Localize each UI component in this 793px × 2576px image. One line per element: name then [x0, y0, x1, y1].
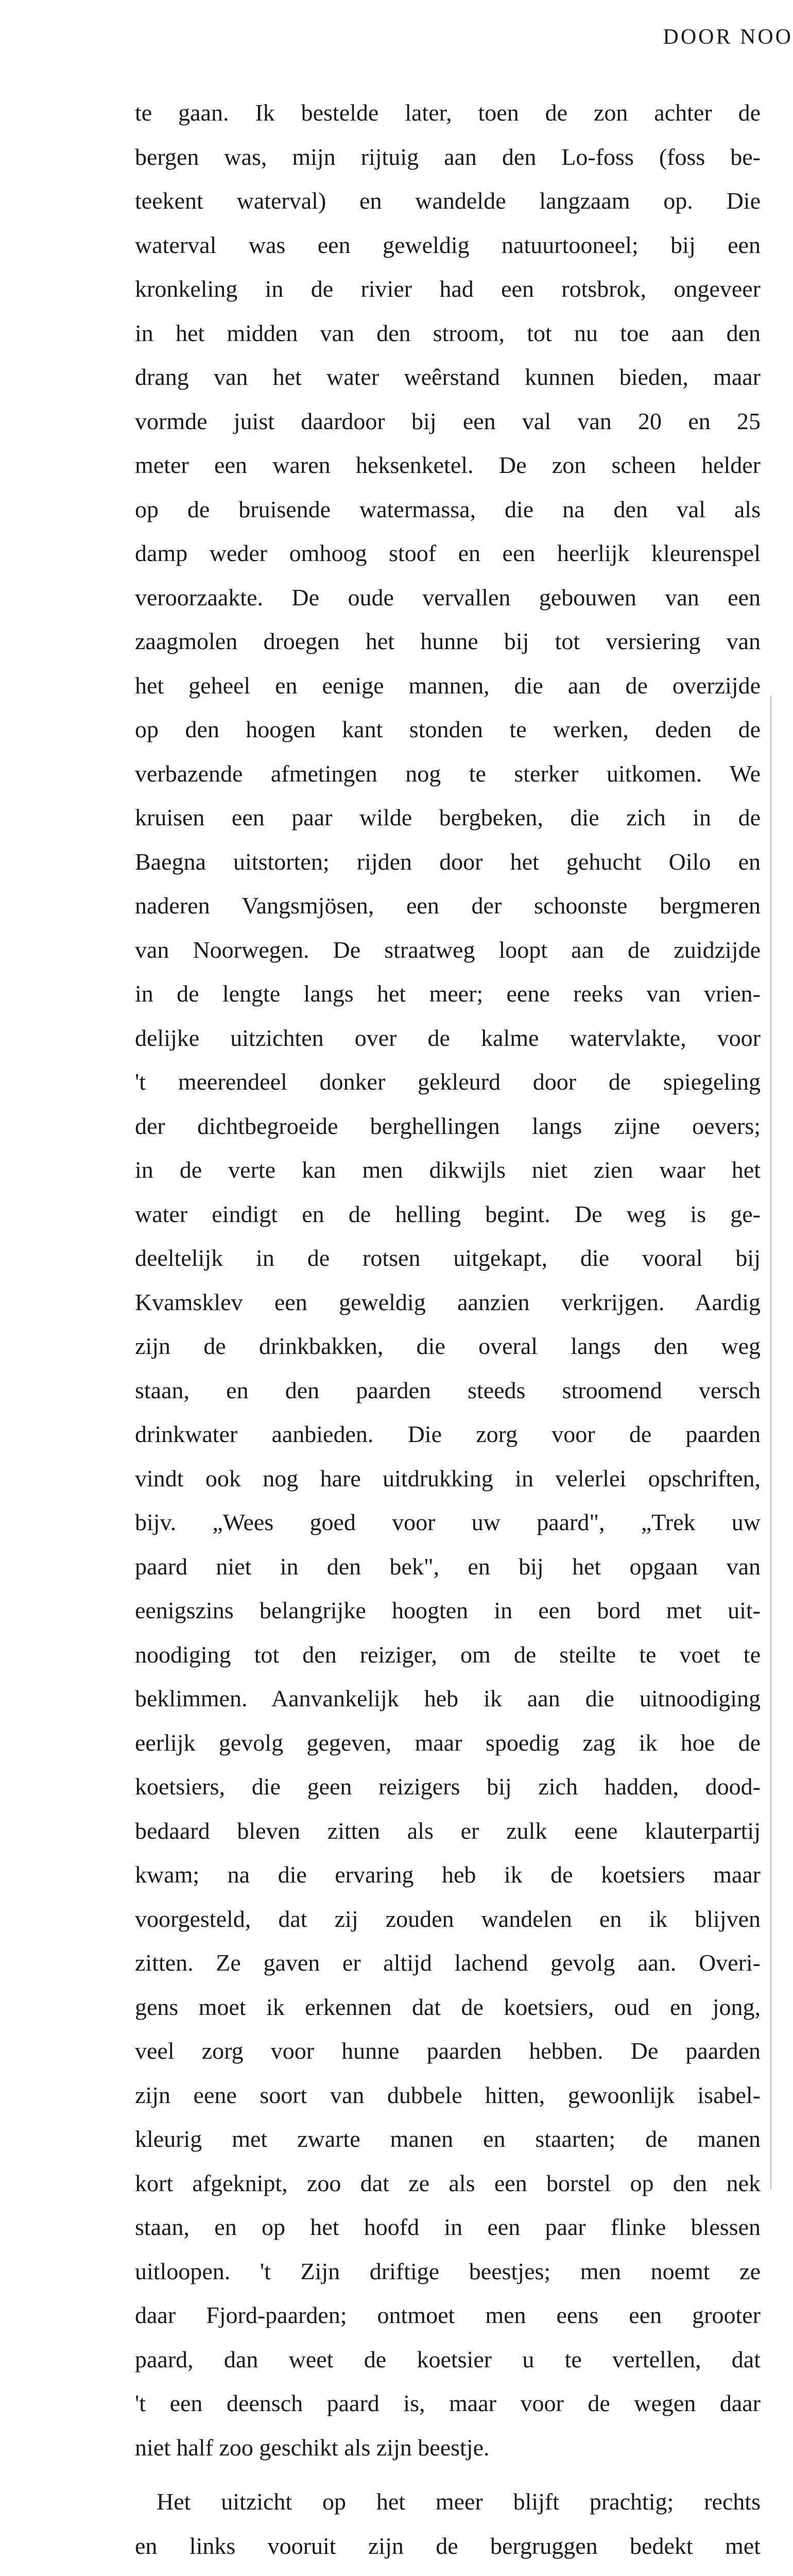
text-line: kruisen een paar wilde bergbeken, die zich in de	[135, 795, 761, 840]
text-line: 't een deensch paard is, maar voor de wegen daar	[135, 2381, 761, 2426]
text-line: in het midden van den stroom, tot nu toe aan den	[135, 311, 761, 355]
text-line: uitloopen. 't Zijn driftige beestjes; men noemt ze	[135, 2249, 761, 2294]
text-line: zaagmolen droegen het hunne bij tot versiering van	[135, 619, 761, 664]
text-line: staan, en den paarden steeds stroomend versch	[135, 1368, 761, 1413]
text-line: het geheel en eenige mannen, die aan de overzijde	[135, 664, 761, 708]
text-line: 't meerendeel donker gekleurd door de spiegeling	[135, 1060, 761, 1104]
text-line: en links vooruit zijn de bergruggen bedekt met	[135, 2524, 761, 2568]
text-line: noodiging tot den reiziger, om de steilte te voet te	[135, 1633, 761, 1677]
text-line: meter een waren heksenketel. De zon scheen helder	[135, 443, 761, 487]
text-line: van Noorwegen. De straatweg loopt aan de zuidzijde	[135, 928, 761, 972]
text-line: in de lengte langs het meer; eene reeks van vrien-	[135, 972, 761, 1016]
text-line: staan, en op het hoofd in een paar flinke blessen	[135, 2205, 761, 2249]
text-line: paard, dan weet de koetsier u te vertellen, dat	[135, 2337, 761, 2382]
text-line: beklimmen. Aanvankelijk heb ik aan die uitnoodiging	[135, 1676, 761, 1721]
text-line: koetsiers, die geen reizigers bij zich hadden, dood-	[135, 1765, 761, 1809]
text-line: voorgesteld, dat zij zouden wandelen en ik blijven	[135, 1897, 761, 1941]
text-line: vormde juist daardoor bij een val van 20 en 25	[135, 399, 761, 444]
text-line: vindt ook nog hare uitdrukking in velerlei opschriften,	[135, 1456, 761, 1501]
text-line: zijn de drinkbakken, die overal langs den weg	[135, 1324, 761, 1368]
text-line: te gaan. Ik bestelde later, toen de zon achter de	[135, 91, 761, 135]
text-line: niet half zoo geschikt als zijn beestje.	[135, 2426, 761, 2470]
text-line: kort afgeknipt, zoo dat ze als een borstel op den nek	[135, 2161, 761, 2206]
text-line: op den hoogen kant stonden te werken, deden de	[135, 707, 761, 752]
text-line: kwam; na die ervaring heb ik de koetsiers maar	[135, 1853, 761, 1897]
text-line: op de bruisende watermassa, die na den val als	[135, 487, 761, 532]
text-line: Kvamsklev een geweldig aanzien verkrijgen. Aardig	[135, 1280, 761, 1325]
text-column	[135, 91, 761, 2576]
text-line: water eindigt en de helling begint. De weg is ge-	[135, 1192, 761, 1236]
text-line: der dichtbegroeide berghellingen langs zijne oevers;	[135, 1104, 761, 1148]
paragraph-2	[135, 2480, 761, 2576]
text-line: kronkeling in de rivier had een rotsbrok, ongeveer	[135, 267, 761, 311]
margin-rule	[770, 696, 771, 2190]
text-line: eerlijk gevolg gegeven, maar spoedig zag ik hoe de	[135, 1721, 761, 1765]
text-line: zitten. Ze gaven er altijd lachend gevolg aan. Overi-	[135, 1941, 761, 1985]
text-line: eenigszins belangrijke hoogten in een bord met uit-	[135, 1588, 761, 1633]
text-line	[135, 2568, 761, 2576]
text-line: daar Fjord-paarden; ontmoet men eens een grooter	[135, 2293, 761, 2337]
text-line: veroorzaakte. De oude vervallen gebouwen van een	[135, 575, 761, 620]
text-line: naderen Vangsmjösen, een der schoonste bergmeren	[135, 884, 761, 928]
paragraph-1	[135, 91, 761, 2469]
text-line: waterval was een geweldig natuurtooneel; bij een	[135, 223, 761, 267]
text-line: paard niet in den bek", en bij het opgaan van	[135, 1545, 761, 1589]
text-line: deeltelijk in de rotsen uitgekapt, die vooral bij	[135, 1236, 761, 1280]
text-line: bedaard bleven zitten als er zulk eene klauterpartij	[135, 1809, 761, 1853]
text-line: damp weder omhoog stoof en een heerlijk kleurenspel	[135, 531, 761, 575]
text-line: Het uitzicht op het meer blijft prachtig; rechts	[135, 2480, 761, 2524]
text-line: drang van het water weêrstand kunnen bieden, maar	[135, 355, 761, 399]
text-line: bijv. „Wees goed voor uw paard", „Trek uw	[135, 1500, 761, 1545]
text-line: in de verte kan men dikwijls niet zien waar het	[135, 1148, 761, 1192]
text-line: kleurig met zwarte manen en staarten; de manen	[135, 2117, 761, 2161]
text-line: delijke uitzichten over de kalme watervlakte, voor	[135, 1016, 761, 1060]
text-line: teekent waterval) en wandelde langzaam op. Die	[135, 179, 761, 223]
text-line: gens moet ik erkennen dat de koetsiers, oud en jong,	[135, 1985, 761, 2029]
text-line: drinkwater aanbieden. Die zorg voor de paarden	[135, 1412, 761, 1456]
text-line: veel zorg voor hunne paarden hebben. De paarden	[135, 2029, 761, 2073]
text-line: verbazende afmetingen nog te sterker uitkomen. We	[135, 752, 761, 796]
text-line: Baegna uitstorten; rijden door het gehucht Oilo en	[135, 840, 761, 884]
text-line: bergen was, mijn rijtuig aan den Lo-foss (foss be-	[135, 135, 761, 179]
text-line: zijn eene soort van dubbele hitten, gewoonlijk isabel-	[135, 2073, 761, 2117]
running-head: DOOR NOO	[663, 25, 793, 49]
